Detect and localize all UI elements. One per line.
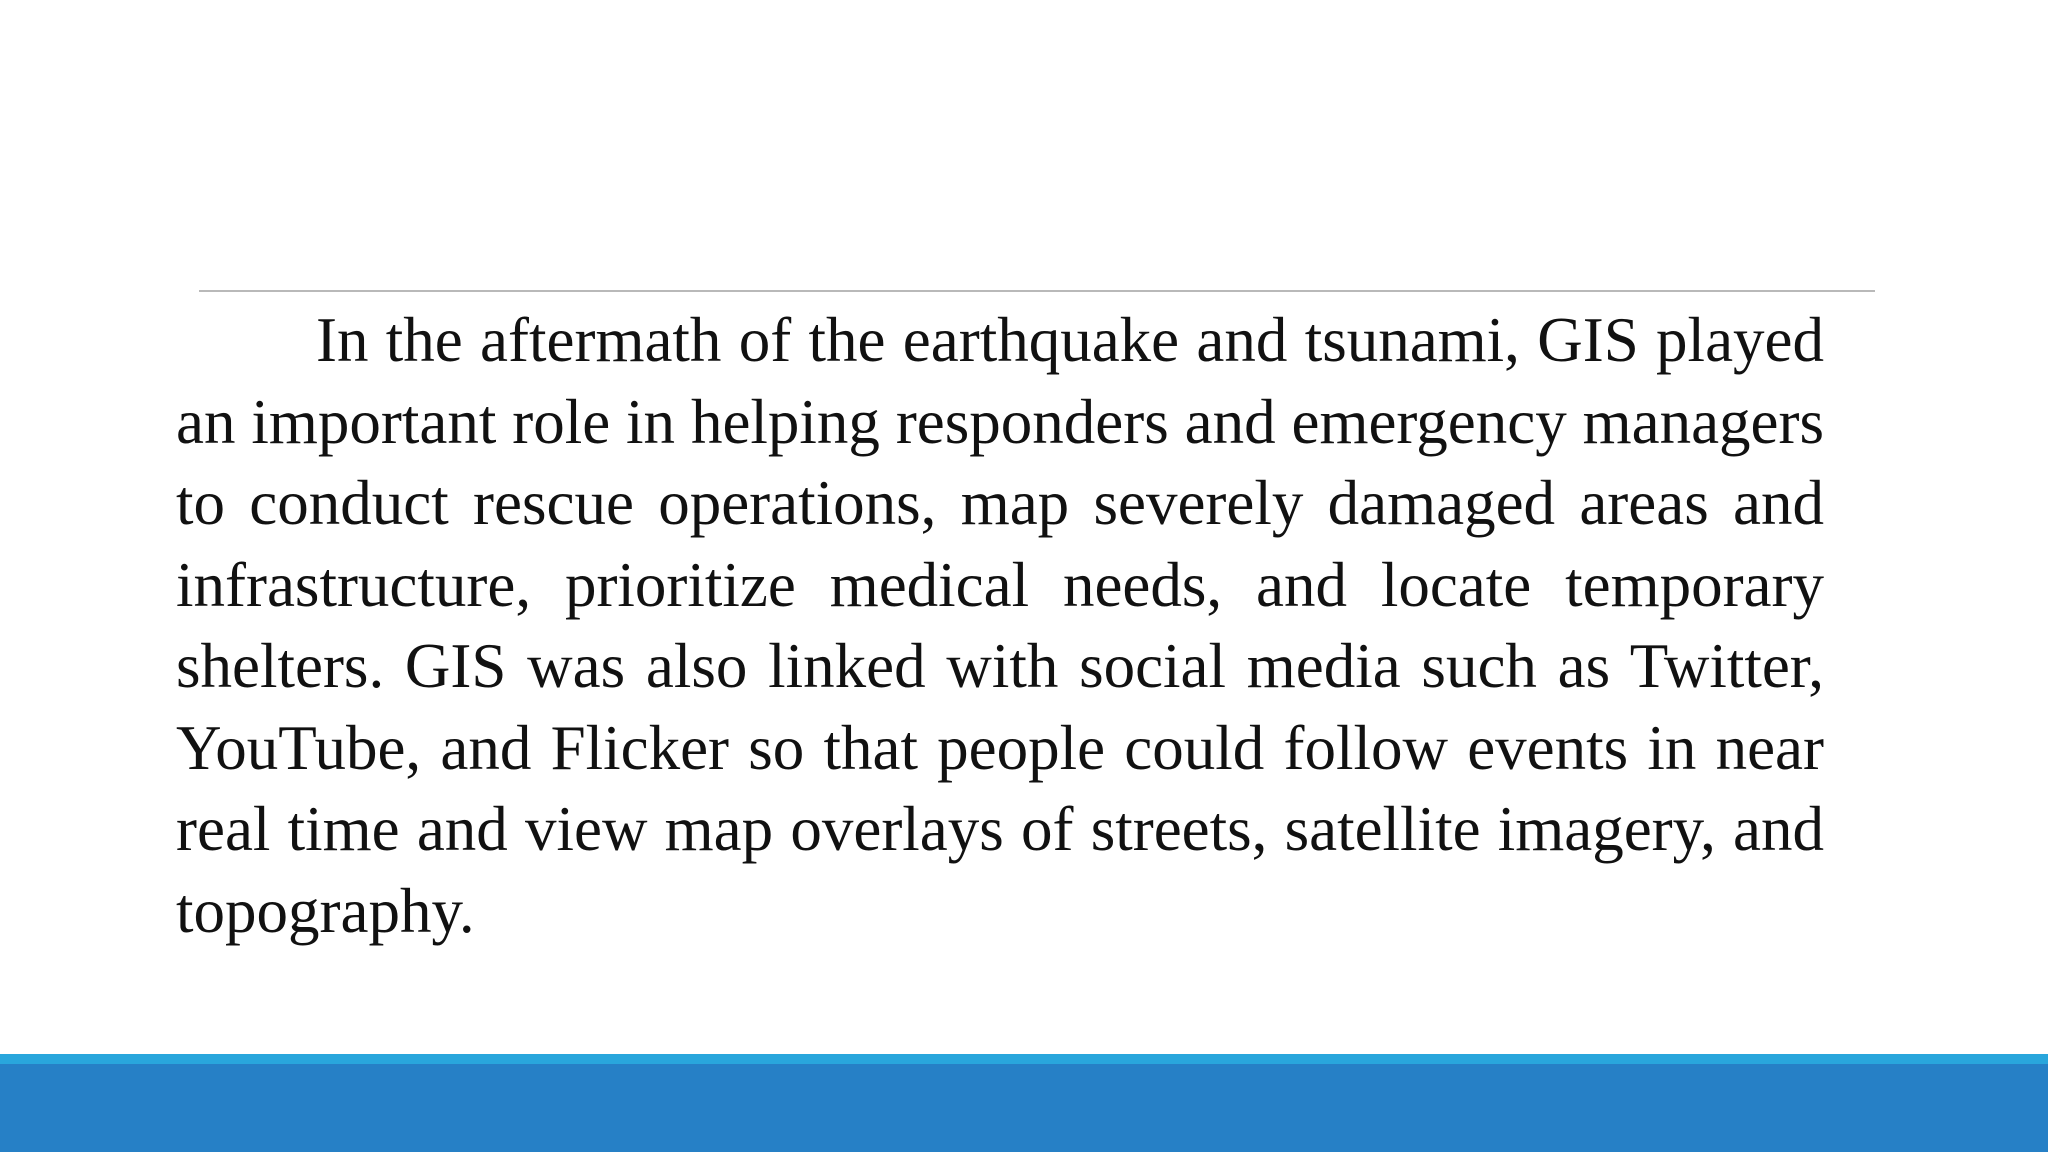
body-paragraph: In the aftermath of the earthquake and tsunami, GIS played an important role in helping responders and emergency managers to conduct rescue operations, map severely damaged areas and infrastructure, prioritize medical needs, and locate temporary shelters. GIS was also linked with social media such as Twitter, YouTube, and Flicker so that people could follow events in near real time and view map overlays of streets, satellite imagery, and topography.: [176, 305, 1824, 946]
footer-band: [0, 1054, 2048, 1152]
title-divider-line: [199, 290, 1875, 292]
